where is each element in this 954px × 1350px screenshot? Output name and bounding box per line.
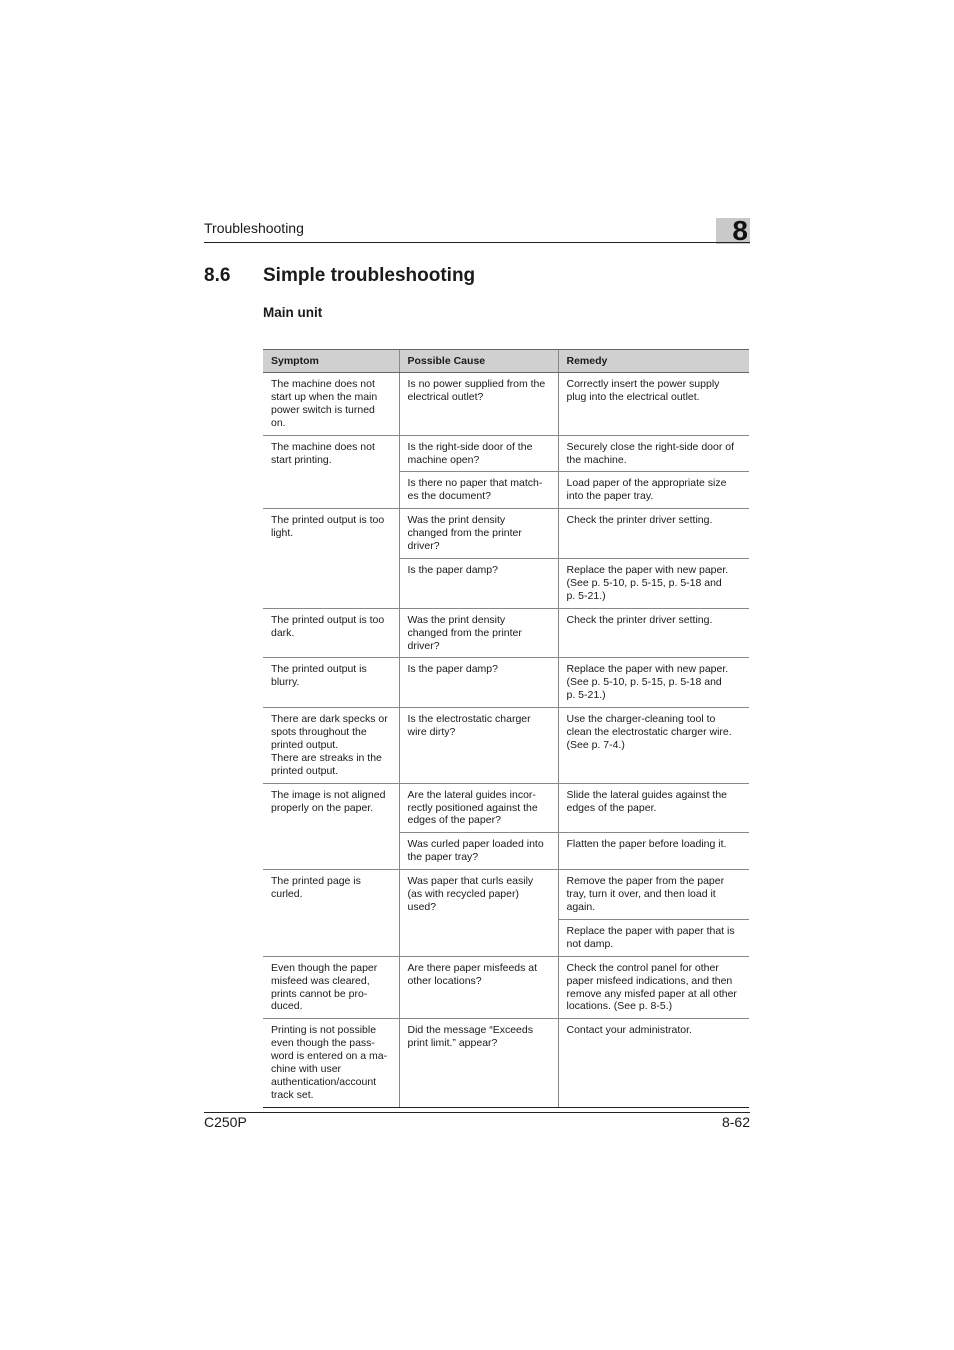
remedy-cell: Flatten the paper before loading it. [558,833,749,870]
remedy-cell: Contact your administrator. [558,1019,749,1107]
cause-cell: Was paper that curls easily (as with recycled paper) used? [399,870,558,957]
header-title: Troubleshooting [204,220,304,236]
cause-cell: Is no power supplied from the electrical outlet? [399,373,558,436]
remedy-cell: Use the charger-cleaning tool to clean the electrostatic charger wire. (See p. 7-4.) [558,708,749,784]
table-row [263,658,749,708]
cause-cell: Is the electrostatic charger wire dirty? [399,708,558,784]
table-row [263,708,749,784]
table-header-row [263,350,749,373]
table-row [263,608,749,658]
table-row [263,373,749,436]
column-header-cause: Possible Cause [399,350,558,373]
subsection-title: Main unit [263,305,323,320]
remedy-cell: Slide the lateral guides against the edges of the paper. [558,783,749,833]
cause-cell: Is there no paper that match- es the document? [399,472,558,509]
symptom-cell: The machine does not start printing. [263,435,399,509]
column-header-remedy: Remedy [558,350,749,373]
table-row [263,870,749,920]
remedy-cell: Check the control panel for other paper misfeed indications, and then remove any misfed paper at all other locations. (See p. 8-5.) [558,956,749,1019]
column-header-symptom: Symptom [263,350,399,373]
cause-cell: Are there paper misfeeds at other locations? [399,956,558,1019]
table-row [263,783,749,833]
cause-cell: Was the print density changed from the printer driver? [399,608,558,658]
cause-cell: Was the print density changed from the printer driver? [399,509,558,559]
table-row [263,435,749,472]
cause-cell: Did the message “Exceeds print limit.” appear? [399,1019,558,1107]
remedy-cell: Correctly insert the power supply plug into the electrical outlet. [558,373,749,436]
cause-cell: Is the paper damp? [399,658,558,708]
footer-divider [204,1112,750,1113]
symptom-cell: The printed page is curled. [263,870,399,957]
remedy-cell: Check the printer driver setting. [558,608,749,658]
remedy-cell: Replace the paper with paper that is not damp. [558,919,749,956]
cause-cell: Are the lateral guides incor- rectly positioned against the edges of the paper? [399,783,558,833]
remedy-cell: Remove the paper from the paper tray, turn it over, and then load it again. [558,870,749,920]
symptom-cell: Even though the paper misfeed was cleared, prints cannot be pro- duced. [263,956,399,1019]
symptom-cell: Printing is not possible even though the pass- word is entered on a ma- chine with user authentication/account track set. [263,1019,399,1107]
footer-model: C250P [204,1114,247,1130]
troubleshooting-table [263,349,749,1108]
table-row [263,956,749,1019]
footer-page-number: 8-62 [721,1114,750,1130]
symptom-cell: The printed output is too light. [263,509,399,608]
remedy-cell: Replace the paper with new paper. (See p. 5-10, p. 5-15, p. 5-18 and p. 5-21.) [558,558,749,608]
cause-cell: Was curled paper loaded into the paper tray? [399,833,558,870]
table-row [263,509,749,559]
cause-cell: Is the paper damp? [399,558,558,608]
chapter-number: 8 [732,215,748,246]
remedy-cell: Securely close the right-side door of the machine. [558,435,749,472]
table-row [263,1019,749,1107]
remedy-cell: Check the printer driver setting. [558,509,749,559]
cause-cell: Is the right-side door of the machine open? [399,435,558,472]
symptom-cell: The printed output is too dark. [263,608,399,658]
remedy-cell: Replace the paper with new paper. (See p. 5-10, p. 5-15, p. 5-18 and p. 5-21.) [558,658,749,708]
symptom-cell: There are dark specks or spots throughout the printed output. There are streaks in the printed output. [263,708,399,784]
header-divider [204,242,750,243]
section-title: Simple troubleshooting [263,265,476,286]
chapter-badge [716,215,750,246]
symptom-cell: The image is not aligned properly on the paper. [263,783,399,870]
symptom-cell: The printed output is blurry. [263,658,399,708]
section-number: 8.6 [204,265,231,286]
symptom-cell: The machine does not start up when the main power switch is turned on. [263,373,399,436]
remedy-cell: Load paper of the appropriate size into the paper tray. [558,472,749,509]
